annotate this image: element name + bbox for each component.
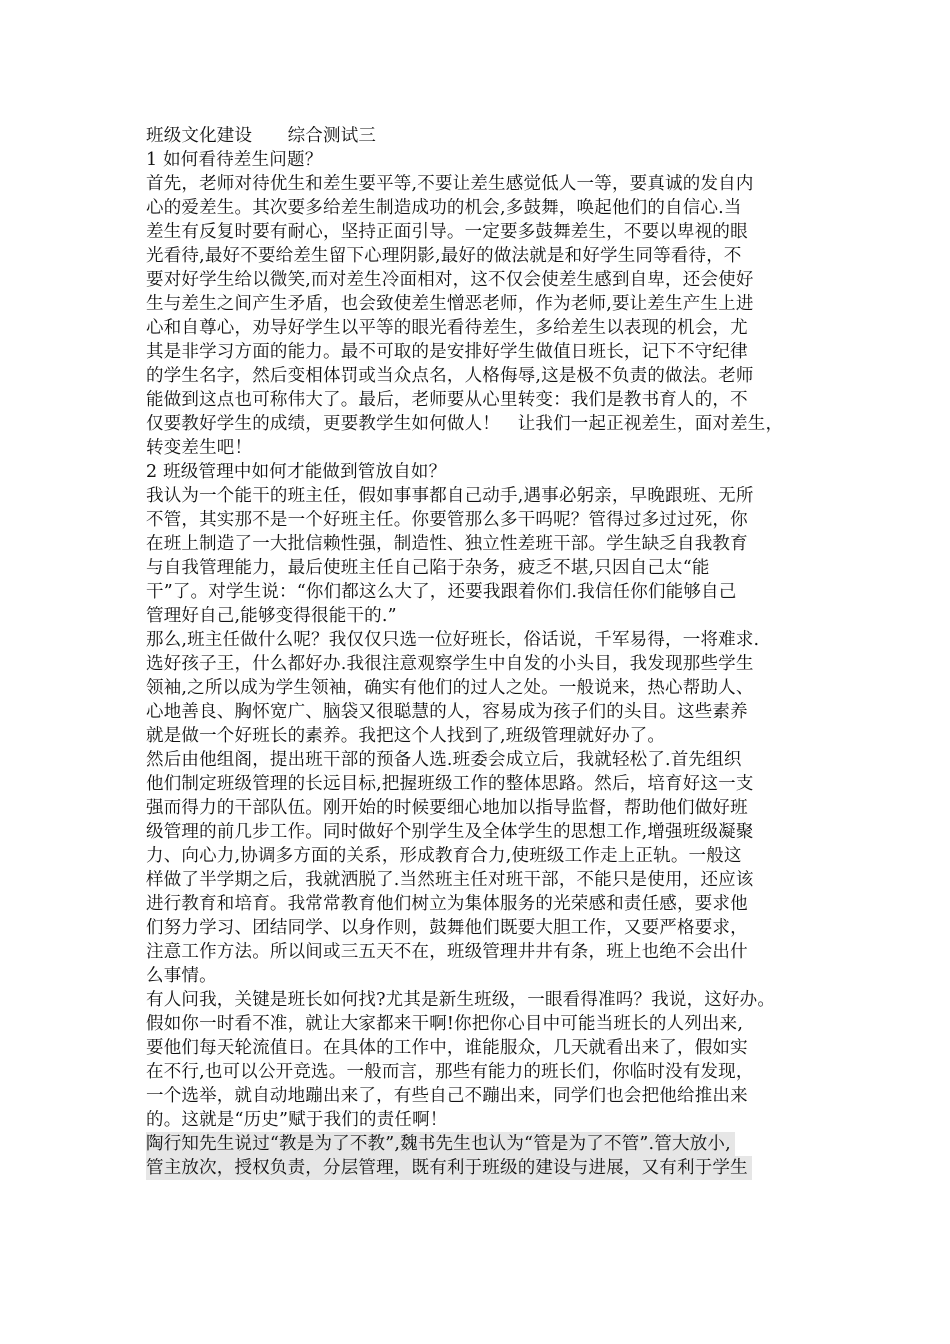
- paragraph-line: 首先，老师对待优生和差生要平等,不要让差生感觉低人一等，要真诚的发自内: [146, 174, 754, 194]
- paragraph-line: 心和自尊心，劝导好学生以平等的眼光看待差生，多给差生以表现的机会，尤: [146, 318, 748, 338]
- question-heading: 1 如何看待差生问题？: [146, 150, 323, 170]
- paragraph-line: 就是做一个好班长的素养。我把这个人找到了,班级管理就好办了。: [146, 726, 666, 746]
- paragraph-line: 心的爱差生。其次要多给差生制造成功的机会,多鼓舞，唤起他们的自信心.当: [146, 198, 742, 218]
- paragraph-line: 一个选举，就自动地蹦出来了，有些自己不蹦出来，同学们也会把他给推出来: [146, 1086, 748, 1106]
- paragraph-line: 转变差生吧！: [146, 438, 253, 458]
- paragraph-line: 们努力学习、团结同学、以身作则，鼓舞他们既要大胆工作，又要严格要求，: [146, 918, 748, 938]
- paragraph-line: 生与差生之间产生矛盾，也会致使差生憎恶老师，作为老师,要让差生产生上进: [146, 294, 754, 314]
- paragraph-line: 么事情。: [146, 966, 217, 986]
- paragraph-line: 领袖,之所以成为学生领袖，确实有他们的过人之处。一般说来，热心帮助人、: [146, 678, 754, 698]
- paragraph-line: 假如你一时看不准，就让大家都来干啊!你把你心目中可能当班长的人列出来,: [146, 1014, 744, 1034]
- paragraph-line: 管理好自己,能够变得很能干的.”: [146, 606, 397, 626]
- paragraph-line: 不管，其实那不是一个好班主任。你要管那么多干吗呢？管得过多过过死，你: [146, 510, 748, 530]
- paragraph-line: 心地善良、胸怀宽广、脑袋又很聪慧的人，容易成为孩子们的头目。这些素养: [146, 702, 748, 722]
- highlighted-line: [146, 1156, 826, 1180]
- paragraph-line: 注意工作方法。所以间或三五天不在，班级管理井井有条，班上也绝不会出什: [146, 942, 748, 962]
- paragraph-line: 的学生名字，然后变相体罚或当众点名，人格侮辱,这是极不负责的做法。老师: [146, 366, 754, 386]
- paragraph-line: 级管理的前几步工作。同时做好个别学生及全体学生的思想工作,增强班级凝聚: [146, 822, 754, 842]
- doc-title: 班级文化建设 综合测试三: [146, 126, 377, 146]
- paragraph-line: 能做到这点也可称伟大了。最后，老师要从心里转变：我们是教书育人的，不: [146, 390, 748, 410]
- paragraph-line: 要他们每天轮流值日。在具体的工作中，谁能服众，几天就看出来了，假如实: [146, 1038, 748, 1058]
- paragraph-line: 在班上制造了一大批信赖性强，制造性、独立性差班干部。学生缺乏自我教育: [146, 534, 748, 554]
- paragraph-line: 其是非学习方面的能力。最不可取的是安排好学生做值日班长，记下不守纪律: [146, 342, 748, 362]
- paragraph-line: 选好孩子王，什么都好办.我很注意观察学生中自发的小头目，我发现那些学生: [146, 654, 754, 674]
- highlighted-text: 陶行知先生说过“教是为了不教”,魏书先生也认为“管是为了不管”.管大放小,: [146, 1132, 735, 1156]
- paragraph-line: 我认为一个能干的班主任，假如事事都自己动手,遇事必躬亲，早晚跟班、无所: [146, 486, 754, 506]
- paragraph-line: 样做了半学期之后，我就洒脱了.当然班主任对班干部，不能只是使用，还应该: [146, 870, 754, 890]
- paragraph-line: 光看待,最好不要给差生留下心理阴影,最好的做法就是和好学生同等看待，不: [146, 246, 742, 266]
- paragraph-line: 强而得力的干部队伍。刚开始的时候要细心地加以指导监督，帮助他们做好班: [146, 798, 748, 818]
- paragraph-line: 有人问我，关键是班长如何找?尤其是新生班级，一眼看得准吗？我说，这好办。: [146, 990, 776, 1010]
- document-page: [146, 124, 826, 1180]
- paragraph-line: 力、向心力,协调多方面的关系，形成教育合力,使班级工作走上正轨。一般这: [146, 846, 742, 866]
- paragraph-line: 仅要教好学生的成绩，更要教学生如何做人！ 让我们一起正视差生，面对差生，: [146, 414, 784, 434]
- paragraph-line: 他们制定班级管理的长远目标,把握班级工作的整体思路。然后，培育好这一支: [146, 774, 754, 794]
- paragraph-line: 那么,班主任做什么呢？我仅仅只选一位好班长，俗话说，千军易得，一将难求.: [146, 630, 760, 650]
- paragraph-line: 干”了。对学生说：“你们都这么大了，还要我跟着你们.我信任你们能够自己: [146, 582, 737, 602]
- highlighted-text: 管主放次，授权负责，分层管理，既有利于班级的建设与进展，又有利于学生: [146, 1156, 752, 1180]
- paragraph-line: 要对好学生给以微笑,而对差生冷面相对，这不仅会使差生感到自卑，还会使好: [146, 270, 754, 290]
- paragraph-line: 的。这就是“历史”赋于我们的责任啊！: [146, 1110, 448, 1130]
- paragraph-line: 差生有反复时要有耐心，坚持正面引导。一定要多鼓舞差生，不要以卑视的眼: [146, 222, 748, 242]
- paragraph-line: 在不行,也可以公开竞选。一般而言，那些有能力的班长们，你临时没有发现，: [146, 1062, 754, 1082]
- paragraph-line: 与自我管理能力，最后使班主任自己陷于杂务，疲乏不堪,只因自己太“能: [146, 558, 710, 578]
- question-heading: 2 班级管理中如何才能做到管放自如？: [146, 462, 447, 482]
- paragraph-line: 然后由他组阁，提出班干部的预备人选.班委会成立后，我就轻松了.首先组织: [146, 750, 742, 770]
- paragraph-line: 进行教育和培育。我常常教育他们树立为集体服务的光荣感和责任感，要求他: [146, 894, 748, 914]
- highlighted-line: [146, 1132, 826, 1156]
